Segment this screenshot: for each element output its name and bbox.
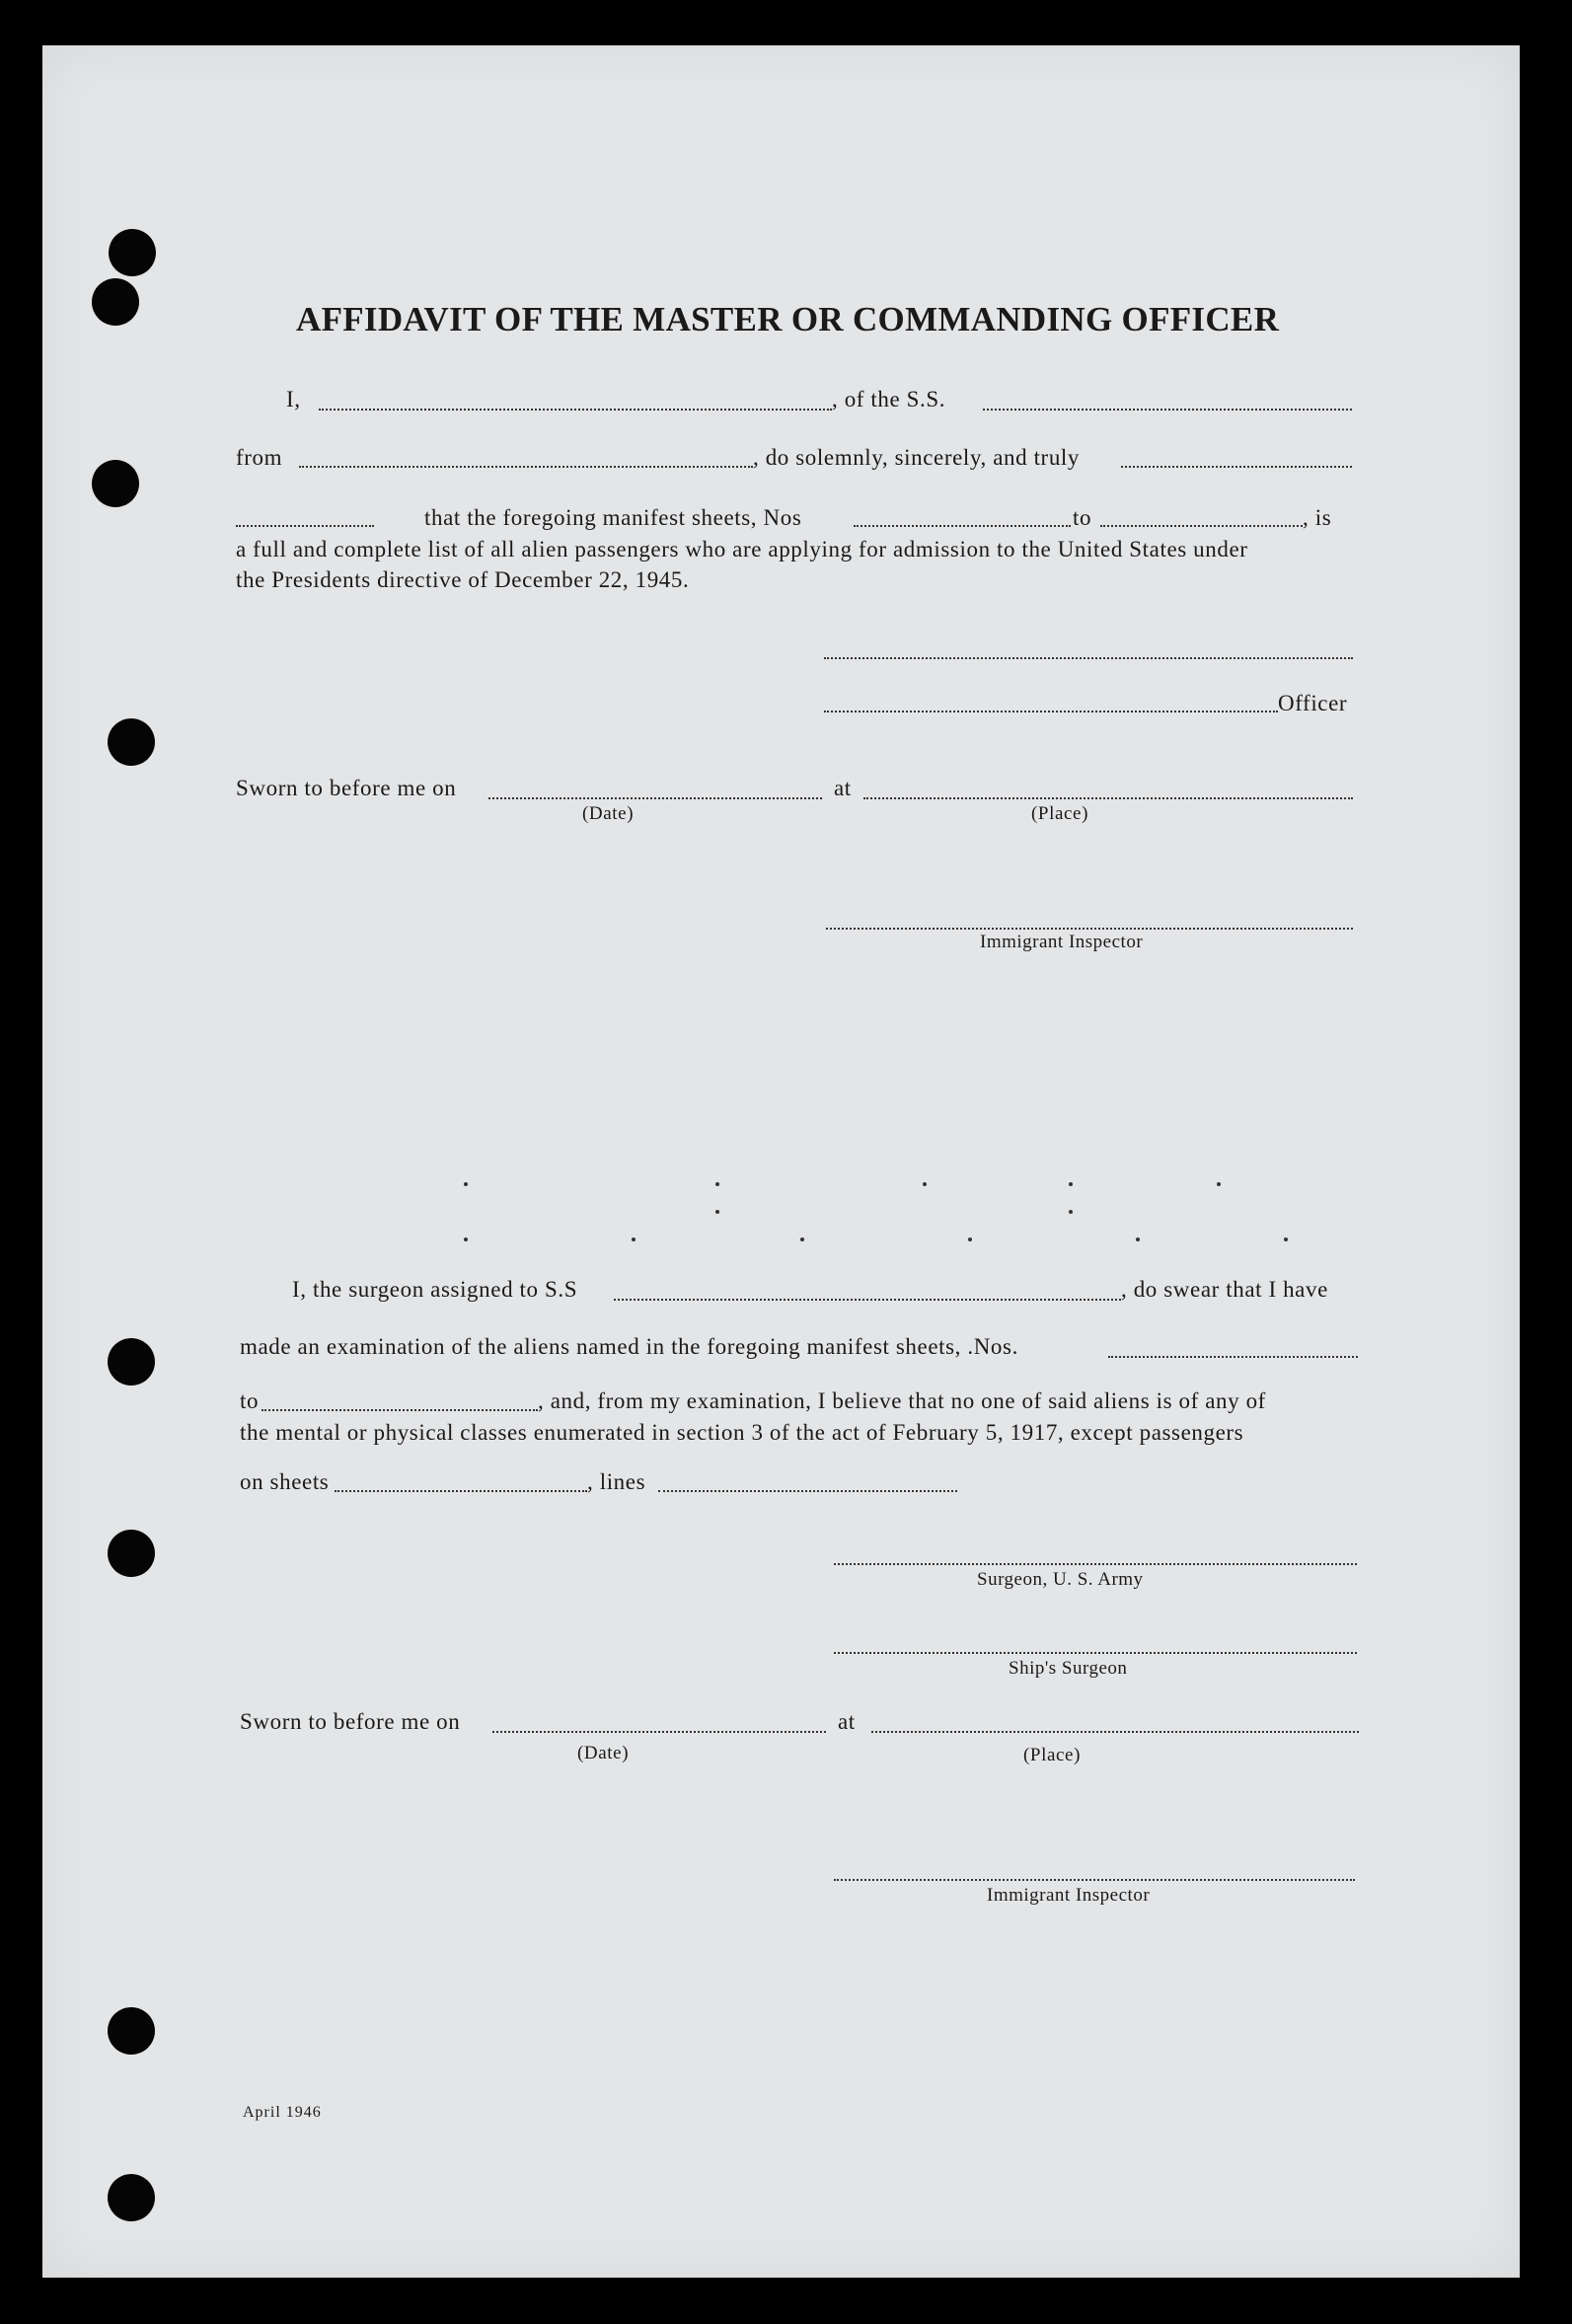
surgeon-exam-label: made an examination of the aliens named in the foregoing manifest sheets, .Nos.: [240, 1334, 1018, 1359]
master-that-label: that the foregoing manifest sheets, Nos: [424, 505, 802, 530]
ship-surgeon-signature-field[interactable]: [834, 1652, 1357, 1654]
master-nos-to-field[interactable]: [1100, 525, 1303, 527]
officer-label: Officer: [1278, 691, 1348, 715]
master-nos-from-field[interactable]: [854, 525, 1071, 527]
place-caption: (Place): [1023, 1745, 1081, 1765]
sworn-label: Sworn to before me on: [236, 776, 457, 800]
place-caption: (Place): [1031, 803, 1088, 824]
surgeon-sheets-field[interactable]: [335, 1490, 587, 1492]
master-from-label: from: [236, 445, 283, 470]
punch-hole: [108, 2007, 155, 2055]
officer-signature-field[interactable]: [824, 711, 1278, 712]
master-of-ss-label: , of the S.S.: [832, 387, 946, 412]
sworn-place-field[interactable]: [863, 797, 1353, 799]
surgeon-sheets-label: on sheets: [240, 1469, 330, 1494]
inspector-caption: Immigrant Inspector: [980, 932, 1144, 952]
punch-hole: [92, 460, 139, 507]
at-label: at: [838, 1709, 856, 1734]
army-surgeon-caption: Surgeon, U. S. Army: [977, 1569, 1144, 1590]
surgeon-statement-line: the mental or physical classes enumerated in section 3 of the act of February 5, 1917, except passengers: [240, 1420, 1244, 1445]
form-page: [42, 45, 1520, 2278]
master-statement-line: the Presidents directive of December 22, 1945.: [236, 567, 690, 592]
master-affirm-field[interactable]: [236, 525, 374, 527]
punch-hole: [108, 1530, 155, 1577]
sworn-place-field[interactable]: [871, 1731, 1359, 1733]
at-label: at: [834, 776, 852, 800]
master-name-field[interactable]: [319, 409, 832, 411]
ship-surgeon-caption: Ship's Surgeon: [1009, 1658, 1128, 1679]
punch-hole: [108, 1338, 155, 1386]
punch-hole: [92, 278, 139, 326]
inspector-caption: Immigrant Inspector: [987, 1885, 1151, 1906]
footer-date: April 1946: [243, 2104, 322, 2121]
date-caption: (Date): [582, 803, 635, 824]
punch-hole: [108, 2174, 155, 2221]
surgeon-belief-label: , and, from my examination, I believe that no one of said aliens is of any of: [538, 1388, 1266, 1413]
sworn-date-field[interactable]: [492, 1731, 826, 1733]
surgeon-swear-label: , do swear that I have: [1121, 1277, 1328, 1302]
surgeon-lines-field[interactable]: [658, 1490, 957, 1492]
master-signature-field[interactable]: [824, 657, 1353, 659]
surgeon-i-label: I, the surgeon assigned to S.S: [292, 1277, 578, 1302]
sworn-label: Sworn to before me on: [240, 1709, 461, 1734]
form-title: AFFIDAVIT OF THE MASTER OR COMMANDING OFFICER: [296, 300, 1280, 338]
inspector-signature-field[interactable]: [834, 1879, 1355, 1881]
surgeon-lines-label: , lines: [587, 1469, 646, 1494]
master-ship-field[interactable]: [983, 409, 1352, 411]
punch-hole: [108, 718, 155, 766]
sworn-date-field[interactable]: [488, 797, 822, 799]
surgeon-nos-from-field[interactable]: [1108, 1356, 1358, 1358]
surgeon-nos-to-field[interactable]: [262, 1409, 538, 1411]
date-caption: (Date): [577, 1743, 630, 1763]
master-swear-field[interactable]: [1121, 466, 1352, 468]
inspector-signature-field[interactable]: [826, 928, 1353, 930]
surgeon-ship-field[interactable]: [614, 1299, 1121, 1301]
master-is-label: , is: [1303, 505, 1332, 530]
master-from-field[interactable]: [299, 466, 753, 468]
master-to-label: to: [1073, 505, 1092, 530]
army-surgeon-signature-field[interactable]: [834, 1563, 1357, 1565]
master-swear-label: , do solemnly, sincerely, and truly: [753, 445, 1081, 470]
surgeon-to-label: to: [240, 1388, 260, 1413]
punch-hole: [109, 229, 156, 276]
master-i-label: I,: [286, 387, 301, 412]
master-statement-line: a full and complete list of all alien passengers who are applying for admission to the United States under: [236, 537, 1248, 562]
